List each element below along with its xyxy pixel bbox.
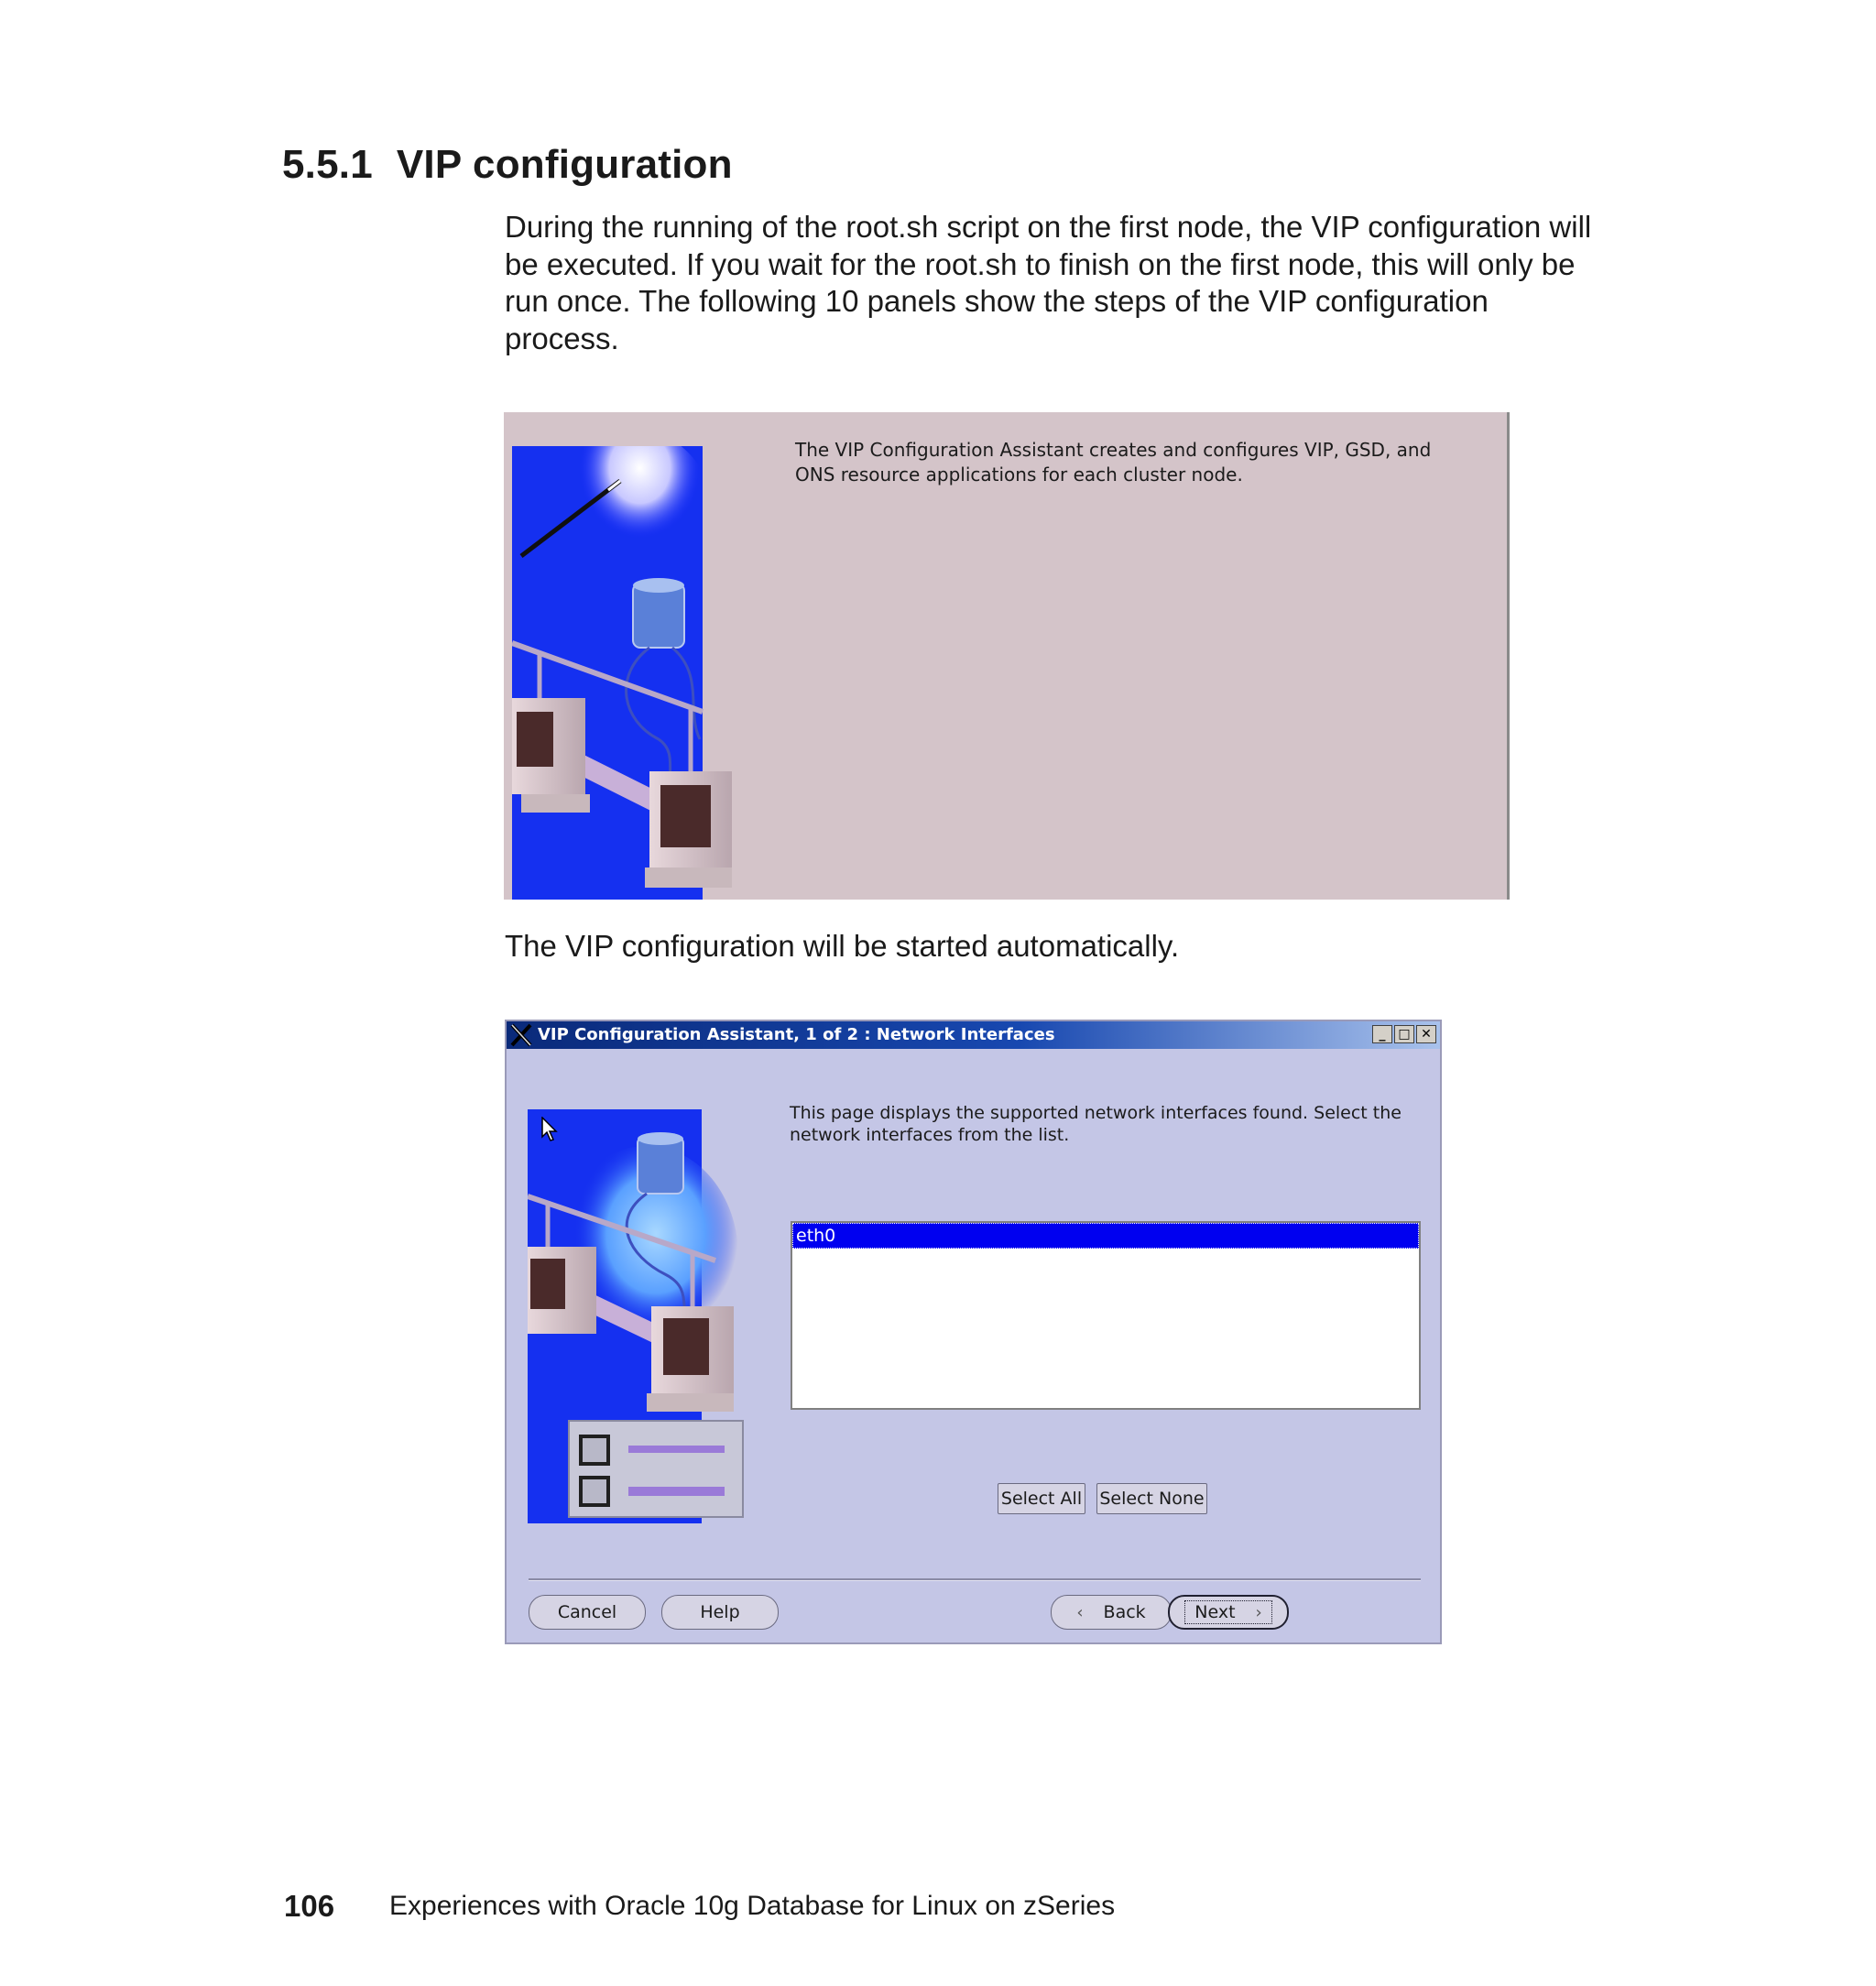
next-button[interactable] — [1168, 1595, 1289, 1630]
back-button-label: Back — [1103, 1602, 1146, 1622]
oracle-wizard-illustration — [512, 446, 732, 900]
section-title: VIP configuration — [396, 142, 733, 187]
welcome-message-line: The VIP Configuration Assistant creates and configures VIP, GSD, and — [795, 439, 1432, 461]
welcome-message-line: ONS resource applications for each cluster node. — [795, 464, 1243, 486]
network-interfaces-window — [505, 1020, 1442, 1644]
window-controls — [1372, 1025, 1436, 1043]
caption-paragraph: The VIP configuration will be started automatically. — [505, 929, 1180, 963]
section-number: 5.5.1 — [282, 142, 373, 187]
minimize-icon[interactable]: _ — [1372, 1025, 1392, 1043]
x-window-icon — [509, 1023, 533, 1047]
network-interfaces-list[interactable] — [791, 1221, 1421, 1410]
next-button-label: Next — [1194, 1602, 1236, 1622]
next-button-focus — [1184, 1600, 1271, 1624]
select-none-button[interactable]: Select None — [1096, 1483, 1207, 1514]
chevron-right-icon: › — [1255, 1602, 1262, 1622]
back-button[interactable] — [1051, 1595, 1172, 1630]
intro-paragraph: During the running of the root.sh script on the first node, the VIP configuration will be executed. If you wait for the root.sh to finish on the first node, this will only be run once. The following 10 panels show the steps of the VIP configuration process. — [505, 210, 1592, 355]
book-title: Experiences with Oracle 10g Database for Linux on zSeries — [389, 1891, 1116, 1921]
chevron-left-icon: ‹ — [1076, 1602, 1084, 1622]
close-icon[interactable]: ✕ — [1416, 1025, 1436, 1043]
welcome-message — [795, 438, 1473, 487]
cancel-button[interactable]: Cancel — [529, 1595, 646, 1630]
footer-separator — [529, 1578, 1421, 1581]
page-description — [790, 1102, 1422, 1146]
page-description-line: network interfaces from the list. — [790, 1125, 1070, 1145]
window-title-bar[interactable] — [507, 1021, 1440, 1049]
section-heading — [282, 142, 733, 188]
page-description-line: This page displays the supported network interfaces found. Select the — [790, 1103, 1402, 1123]
vip-welcome-screenshot — [504, 412, 1510, 900]
oracle-network-illustration — [528, 1109, 747, 1523]
mouse-cursor-icon — [541, 1117, 558, 1142]
maximize-icon[interactable]: □ — [1394, 1025, 1414, 1043]
list-item[interactable]: eth0 — [792, 1223, 1419, 1249]
select-all-button[interactable]: Select All — [998, 1483, 1085, 1514]
window-title: VIP Configuration Assistant, 1 of 2 : Network Interfaces — [538, 1025, 1055, 1044]
page-number: 106 — [284, 1889, 335, 1923]
help-button[interactable]: Help — [661, 1595, 779, 1630]
